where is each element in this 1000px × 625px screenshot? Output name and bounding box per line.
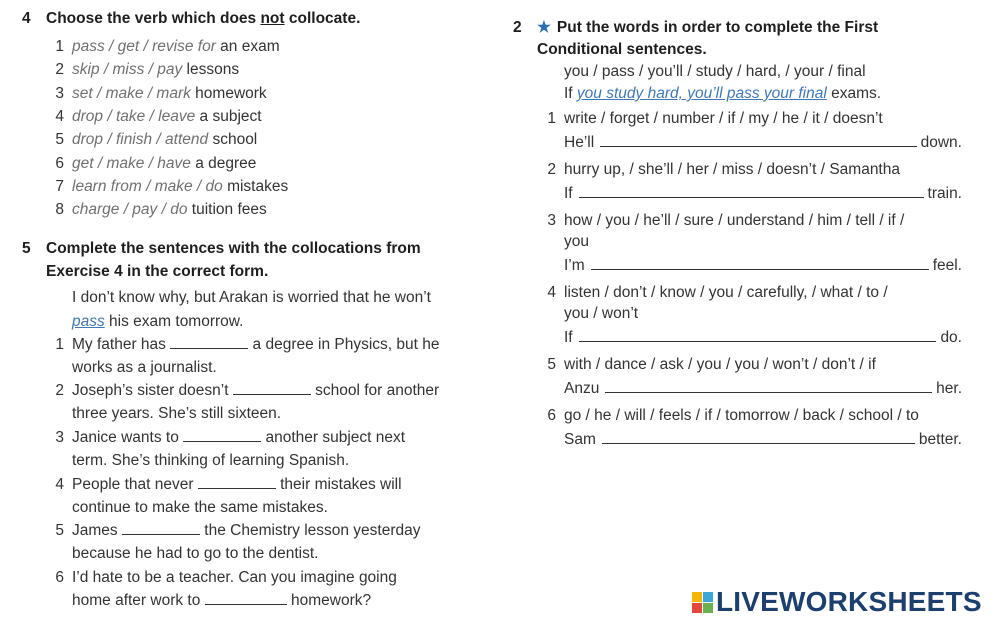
item-number: 6: [55, 569, 64, 586]
scrambled-words: with / dance / ask / you / you / won’t / don’t / if: [564, 356, 876, 373]
sentence-part: James: [72, 522, 122, 539]
sentence-part: school for another: [310, 382, 440, 399]
exercise-2-item-answer: [564, 257, 962, 275]
item-number: 2: [547, 161, 556, 178]
exercise-4-item: [55, 84, 267, 103]
answer-blank[interactable]: [233, 382, 311, 395]
sentence-end: train.: [927, 185, 962, 202]
collocation-noun: lessons: [182, 61, 240, 79]
item-number: 6: [547, 407, 556, 424]
exercise-2-example-sentence: If you study hard, you’ll pass your final exams.: [564, 85, 882, 102]
sentence-part: term. She’s thinking of learning Spanish.: [72, 452, 350, 469]
item-number: 4: [55, 107, 64, 125]
sentence-part: the Chemistry lesson yesterday: [199, 522, 421, 539]
exercise-5-item-continuation: [72, 359, 217, 377]
exercise-5-item-continuation: [72, 452, 349, 470]
exercise-2-item-words: [547, 284, 888, 302]
exercise-2-item-answer: [564, 380, 962, 398]
exercise-5-item: [55, 382, 440, 400]
exercise-5-item-continuation: [72, 592, 371, 610]
sentence-part: another subject next: [261, 429, 406, 446]
item-number: 1: [547, 110, 556, 127]
answer-blank[interactable]: [170, 336, 248, 349]
exercise-5-item: [55, 336, 440, 354]
logo-text: LIVEWORKSHEETS: [716, 586, 982, 617]
item-number: 3: [55, 84, 64, 102]
sentence-part: a degree in Physics, but he: [248, 336, 440, 353]
collocation-noun: homework: [190, 84, 267, 102]
scrambled-words: write / forget / number / if / my / he / it / doesn’t: [564, 110, 883, 127]
sentence-start: If: [564, 185, 573, 202]
exercise-4-title-post: collocate.: [284, 10, 361, 27]
exercise-4-title-pre: Choose the verb which does: [46, 10, 261, 27]
exercise-5-item: [55, 429, 406, 447]
exercise-5-item-continuation: [72, 499, 328, 517]
item-number: 3: [547, 212, 556, 229]
sentence-part: My father has: [72, 336, 171, 353]
sentence-end: do.: [940, 329, 962, 346]
sentence-end: feel.: [932, 257, 962, 274]
exercise-2-item-words: [547, 161, 900, 179]
sentence-start: Anzu: [564, 380, 600, 397]
item-number: 2: [55, 382, 64, 399]
star-icon: ★: [537, 19, 551, 36]
exercise-2-item-answer: [564, 134, 962, 152]
verb-options[interactable]: pass / get / revise for: [72, 38, 216, 55]
answer-blank[interactable]: [183, 429, 261, 442]
item-number: 8: [55, 201, 64, 219]
exercise-4-item: [55, 154, 257, 173]
scrambled-words: you / won’t: [564, 305, 639, 322]
exercise-5-number: 5: [22, 240, 31, 257]
verb-options[interactable]: get / make / have: [72, 154, 191, 172]
exercise-4-item: [55, 201, 267, 219]
answer-blank[interactable]: [579, 185, 924, 198]
exercise-2-item-answer: [564, 329, 962, 347]
exercise-2-item-words-continued: [564, 233, 589, 251]
sentence-end: down.: [920, 134, 962, 151]
scrambled-words: how / you / he’ll / sure / understand / him / tell / if /: [564, 212, 905, 229]
answer-blank[interactable]: [605, 380, 932, 393]
item-number: 2: [55, 61, 64, 79]
sentence-part: three years. She’s still sixteen.: [72, 405, 282, 422]
item-number: 1: [55, 38, 64, 55]
exercise-2-title-line1: Put the words in order to complete the First: [556, 19, 879, 36]
sentence-start: Sam: [564, 431, 596, 448]
sentence-part: home after work to: [72, 592, 205, 609]
answer-blank[interactable]: [198, 476, 276, 489]
item-number: 4: [55, 476, 64, 493]
answer-blank[interactable]: [600, 134, 916, 147]
item-number: 5: [55, 522, 64, 539]
collocation-noun: mistakes: [222, 177, 289, 195]
item-number: 5: [547, 356, 556, 373]
exercise-5-item: [55, 476, 402, 494]
logo-mark-icon: [692, 592, 713, 613]
verb-options[interactable]: learn from / make / do: [72, 177, 223, 195]
exercise-2-item-words-continued: [564, 305, 638, 323]
sentence-start: He’ll: [564, 134, 595, 151]
exercise-5-item-continuation: [72, 545, 318, 563]
exercise-4-item: [55, 38, 280, 56]
sentence-part: People that never: [72, 476, 198, 493]
collocation-noun: a degree: [190, 154, 257, 172]
exercise-5-heading: [22, 237, 421, 283]
sentence-part: continue to make the same mistakes.: [72, 499, 328, 516]
exercise-5-item-continuation: [72, 405, 281, 423]
exercise-4-number: 4: [22, 10, 31, 27]
sentence-part: homework?: [286, 592, 372, 609]
exercise-5-item: [55, 522, 421, 540]
exercise-5-item: [55, 569, 397, 587]
item-number: 5: [55, 131, 64, 149]
exercise-2-item-words: [547, 212, 905, 230]
item-number: 7: [55, 177, 64, 195]
exercise-5-example-line2: pass his exam tomorrow.: [72, 313, 244, 330]
exercise-2-item-words: [547, 356, 876, 374]
exercise-5-example-line1: I don’t know why, but Arakan is worried that he won’t: [72, 289, 431, 306]
sentence-end: better.: [918, 431, 962, 448]
sentence-part: Joseph’s sister doesn’t: [72, 382, 233, 399]
item-number: 3: [55, 429, 64, 446]
exercise-2-item-words: [547, 110, 883, 128]
item-number: 1: [55, 336, 64, 353]
exercise-5-title-line2: Exercise 4 in the correct form.: [46, 263, 269, 280]
exercise-4-item: [55, 107, 262, 126]
sentence-part: I’d hate to be a teacher. Can you imagine going: [72, 569, 397, 586]
verb-options[interactable]: set / make / mark: [72, 84, 191, 102]
answer-blank[interactable]: [602, 431, 915, 444]
sentence-part: their mistakes will: [275, 476, 402, 493]
scrambled-words: go / he / will / feels / if / tomorrow / back / school / to: [564, 407, 919, 424]
sentence-part: works as a journalist.: [72, 359, 217, 376]
exercise-2-item-answer: [564, 431, 962, 449]
exercise-4-item: [55, 177, 289, 196]
exercise-2-number: 2: [513, 19, 522, 36]
item-number: 4: [547, 284, 556, 301]
exercise-5-title-line1: Complete the sentences with the collocations from: [46, 240, 421, 257]
answer-blank[interactable]: [579, 329, 937, 342]
answer-blank[interactable]: [591, 257, 929, 270]
sentence-part: because he had to go to the dentist.: [72, 545, 319, 562]
collocation-noun: tuition fees: [187, 201, 267, 219]
exercise-4-heading: [22, 10, 360, 28]
verb-options[interactable]: charge / pay / do: [72, 201, 188, 219]
exercise-4-item: [55, 61, 240, 79]
scrambled-words: hurry up, / she’ll / her / miss / doesn’t / Samantha: [564, 161, 900, 178]
collocation-noun: a subject: [195, 107, 262, 125]
verb-options[interactable]: drop / take / leave: [72, 107, 196, 125]
exercise-2-heading: [513, 17, 878, 61]
sentence-end: her.: [936, 380, 962, 397]
exercise-2-item-words: [547, 407, 919, 425]
exercise-2-example-words: you / pass / you’ll / study / hard, / your / final: [564, 63, 866, 80]
verb-options[interactable]: skip / miss / pay: [72, 61, 183, 79]
collocation-noun: an exam: [215, 38, 280, 55]
sentence-start: I’m: [564, 257, 585, 274]
sentence-part: Janice wants to: [72, 429, 184, 446]
verb-options[interactable]: drop / finish / attend: [72, 131, 209, 149]
answer-blank[interactable]: [122, 522, 200, 535]
exercise-2-item-answer: [564, 185, 962, 203]
exercise-5-example-answer: pass: [72, 313, 105, 330]
item-number: 6: [55, 154, 64, 172]
exercise-2-title-line2: Conditional sentences.: [537, 41, 707, 58]
answer-blank[interactable]: [205, 592, 287, 605]
collocation-noun: school: [208, 131, 258, 149]
liveworksheets-logo: [692, 586, 982, 618]
exercise-2-example-answer: you study hard, you’ll pass your final: [576, 85, 827, 102]
scrambled-words: you: [564, 233, 589, 250]
scrambled-words: listen / don’t / know / you / carefully, / what / to /: [564, 284, 888, 301]
exercise-4-title-not: not: [260, 10, 285, 27]
exercise-4-item: [55, 131, 258, 149]
sentence-start: If: [564, 329, 573, 346]
